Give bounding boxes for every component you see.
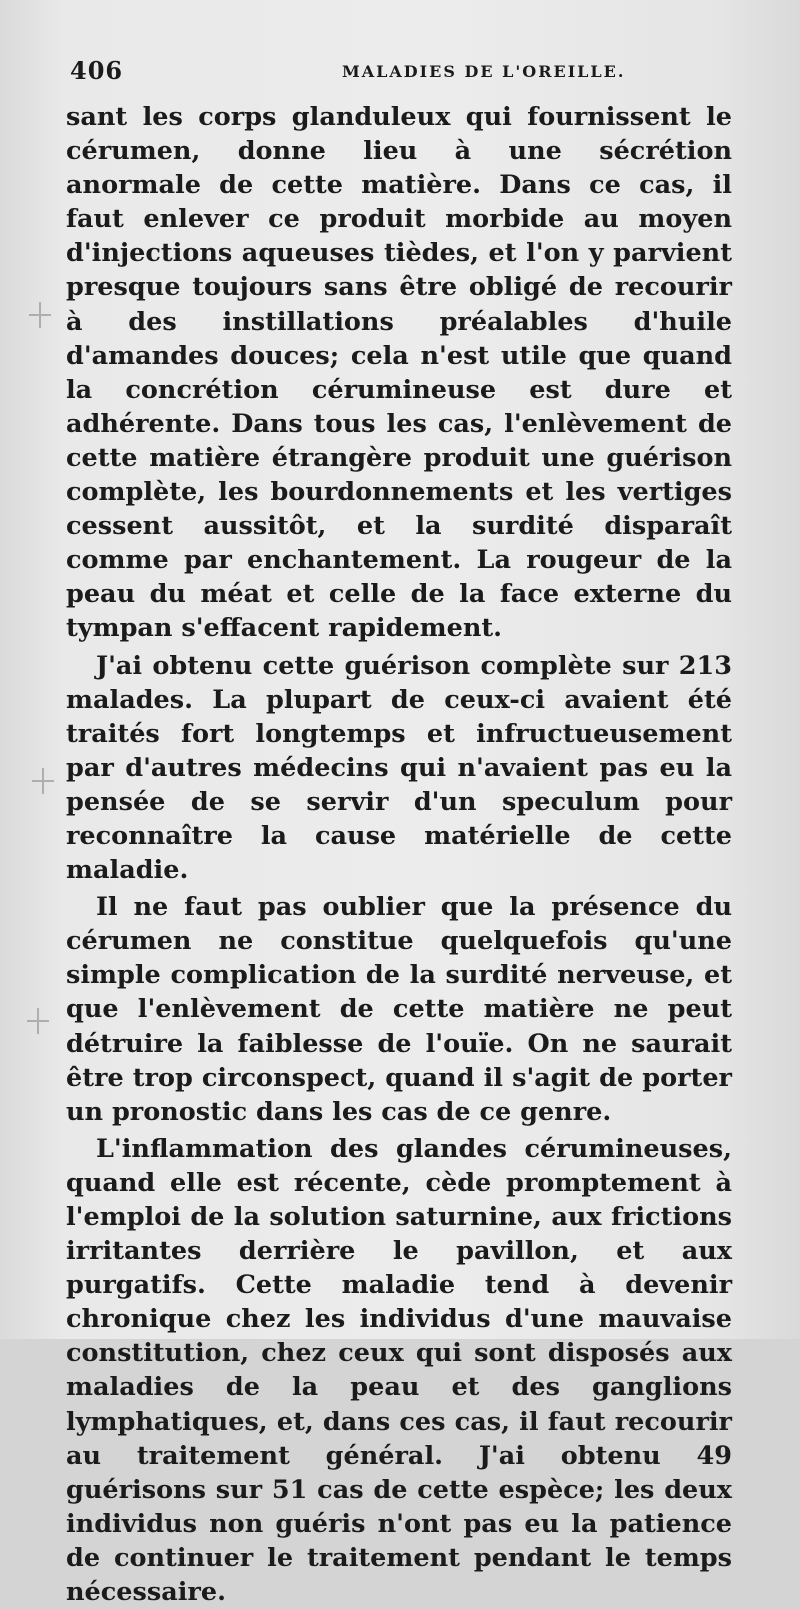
paragraph-3: Il ne faut pas oublier que la présence du cérumen ne constitue quelquefois qu'une simple complication de la surdité nerveuse, et que l'enlèvement de cette matière ne peut détruire la faiblesse de l'ouïe. On ne saurait être trop circonspect, quand il s'agit de porter un pronostic dans les cas de ce genre. <box>66 892 732 1127</box>
paragraph-1: sant les corps glanduleux qui fournissent le cérumen, donne lieu à une sécrétion anormale de cette matière. Dans ce cas, il faut enlever ce produit morbide au moyen d'injections aqueuses tièdes, et l'on y parvient presque toujours sans être obligé de recourir à des instillations préalables d'huile d'amandes douces; cela n'est utile que quand la concrétion cérumineuse est dure et adhérente. Dans tous les cas, l'enlèvement de cette matière étrangère produit une guérison complète, les bourdonnements et les vertiges cessent aussitôt, et la surdité disparaît comme par enchantement. La rougeur de la peau du méat et celle de la face externe du tympan s'effacent rapidement. <box>66 102 732 644</box>
paragraph-4: L'inflammation des glandes cérumineuses, quand elle est récente, cède promptement à l'emploi de la solution saturnine, aux frictions irritantes derrière le pavillon, et aux purgatifs. Cette maladie tend à devenir chronique chez les individus d'une mauvaise constitution, chez ceux qui sont disposés aux maladies de la peau et des ganglions lymphatiques, et, dans ces cas, il faut recourir au traitement général. J'ai obtenu 49 guérisons sur 51 cas de cette espèce; les deux individus non guéris n'ont pas eu la patience de continuer le traitement pendant le temps nécessaire. <box>66 1133 732 1608</box>
running-head: MALADIES DE L'OREILLE. <box>342 62 626 81</box>
body-text <box>66 100 732 1609</box>
page-number: 406 <box>70 56 124 85</box>
paragraph-2: J'ai obtenu cette guérison complète sur 213 malades. La plupart de ceux-ci avaient été traités fort longtemps et infructueusement par d'autres médecins qui n'avaient pas eu la pensée de se servir d'un speculum pour reconnaître la cause matérielle de cette maladie. <box>66 650 732 886</box>
margin-mark <box>27 1008 49 1034</box>
margin-mark <box>29 302 51 328</box>
margin-mark <box>32 768 54 794</box>
page-header <box>70 56 730 90</box>
